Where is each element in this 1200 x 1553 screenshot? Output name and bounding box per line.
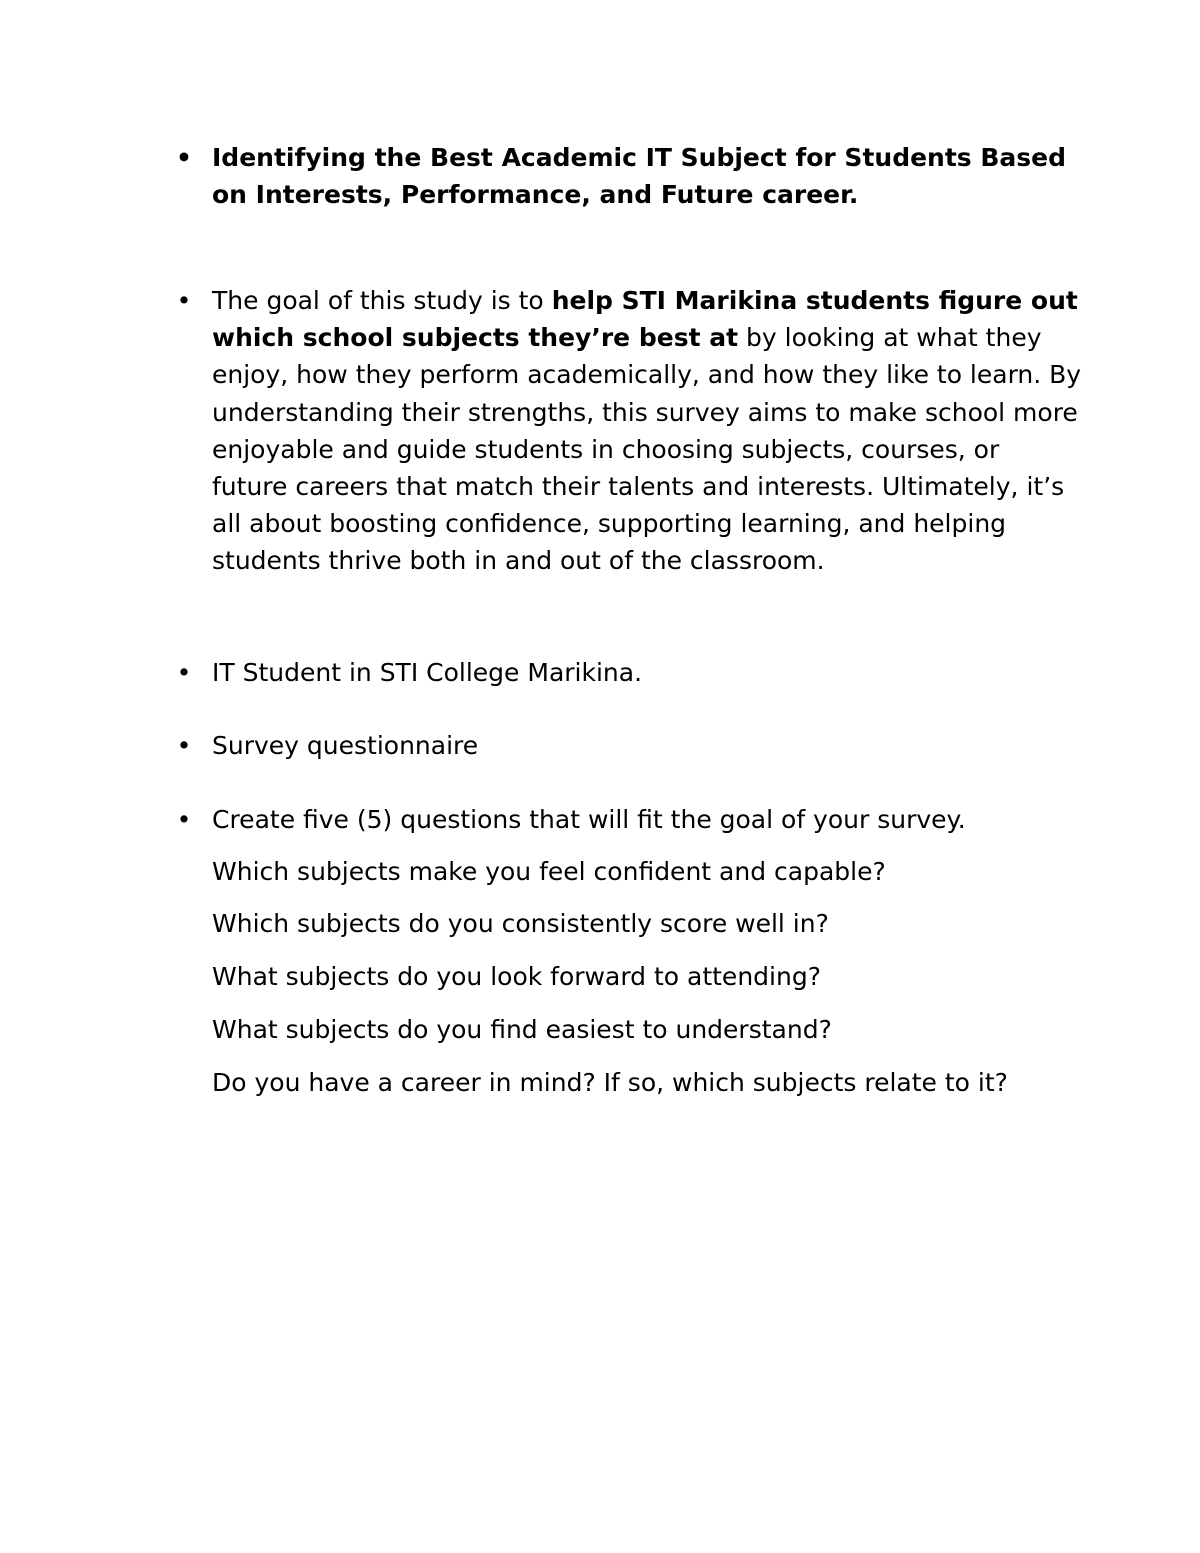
survey-question: Do you have a career in mind? If so, which subjects relate to it? bbox=[212, 1068, 1008, 1097]
research-title bbox=[176, 139, 1082, 213]
research-method bbox=[176, 727, 1082, 764]
survey-question: What subjects do you find easiest to understand? bbox=[212, 1015, 832, 1044]
goal-rest-text: by looking at what they enjoy, how they perform academically, and how they like to learn. By understanding their strengths, this survey aims to make school more enjoyable and guide students in choosing subjects, courses, or future careers that match their talents and interests. Ultimately, it’s all about boosting confidence, supporting learning, and helping students thrive both in and out of the classroom. bbox=[212, 323, 1082, 576]
survey-question: What subjects do you look forward to attending? bbox=[212, 962, 821, 991]
instruction-text: Create five (5) questions that will fit the goal of your survey. bbox=[212, 805, 966, 834]
bullet-icon: • bbox=[176, 658, 192, 687]
respondents bbox=[176, 654, 1082, 691]
bullet-icon: • bbox=[176, 731, 192, 760]
method-text: Survey questionnaire bbox=[212, 731, 479, 760]
bullet-icon: • bbox=[176, 143, 192, 172]
research-title-text: Identifying the Best Academic IT Subject for Students Based on Interests, Performance, and Future career. bbox=[212, 143, 1067, 210]
goal-bold-text: help STI Marikina students figure out which school subjects they’re best at bbox=[212, 286, 1078, 353]
bullet-icon: • bbox=[176, 805, 192, 834]
goal-lead-text: The goal of this study is to bbox=[212, 286, 552, 315]
respondents-text: IT Student in STI College Marikina. bbox=[212, 658, 643, 687]
research-goal bbox=[176, 282, 1082, 580]
bullet-icon: • bbox=[176, 286, 192, 315]
instruction bbox=[176, 801, 1082, 838]
survey-question: Which subjects do you consistently score well in? bbox=[212, 909, 829, 938]
survey-question: Which subjects make you feel confident and capable? bbox=[212, 857, 886, 886]
